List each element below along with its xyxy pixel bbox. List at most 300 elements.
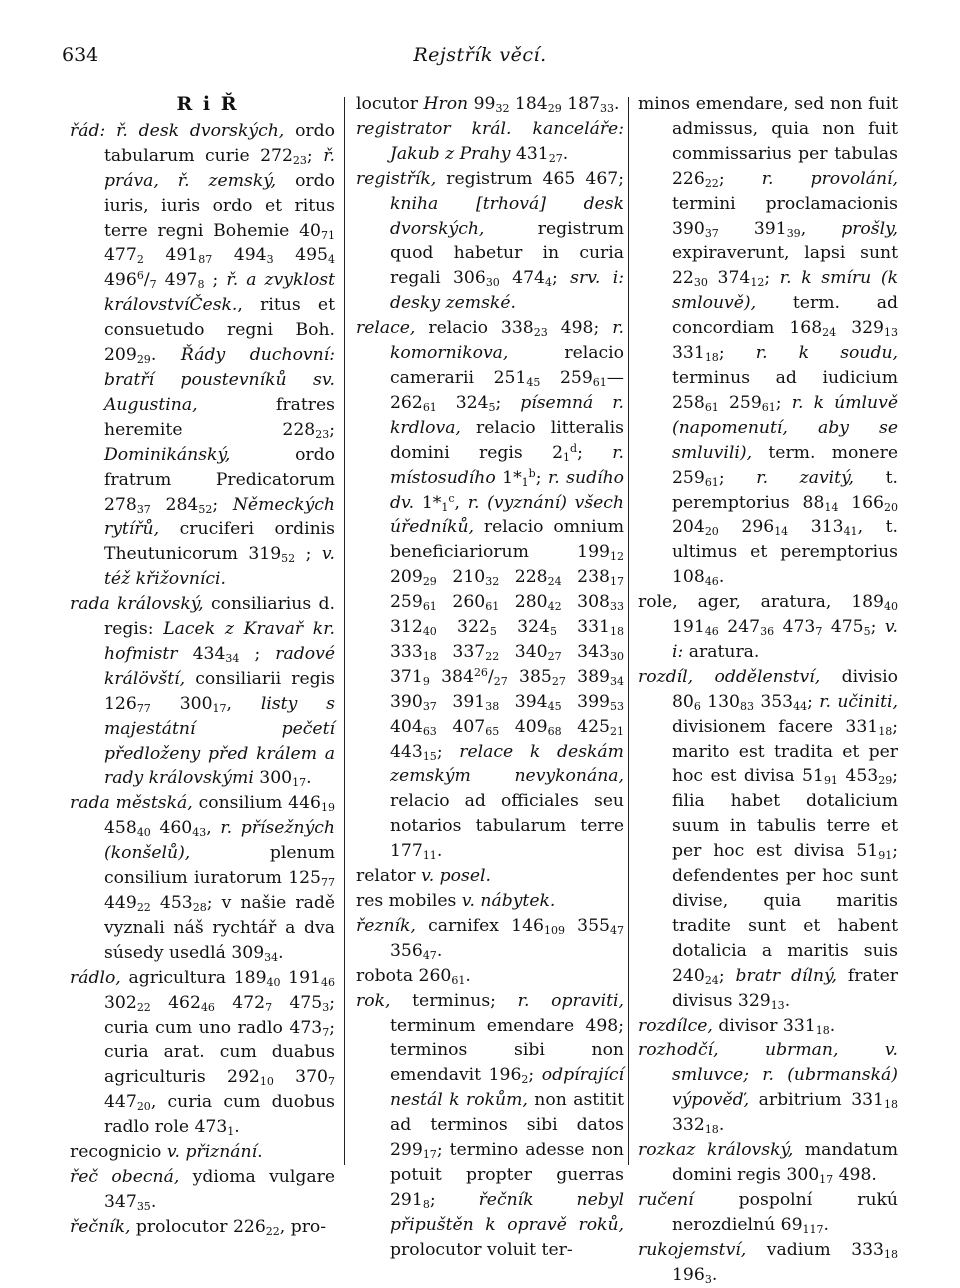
- subscript-ref: 11: [422, 849, 437, 863]
- italic-term: rukojemství,: [638, 1239, 747, 1260]
- subscript-ref: 5: [489, 625, 497, 639]
- entry-text: 191: [280, 967, 321, 988]
- subscript-ref: 17: [212, 701, 227, 715]
- subscript-ref: 1: [441, 500, 449, 514]
- index-entry: [356, 889, 624, 914]
- italic-term: Lacek z Kravař kr. hofmistr: [104, 619, 336, 664]
- index-entry: [638, 590, 898, 665]
- entry-text: 210: [436, 567, 486, 588]
- subscript-ref: 61: [422, 400, 437, 414]
- italic-term: Hron: [423, 94, 469, 114]
- subscript-ref: 23: [292, 153, 307, 167]
- entry-text: 370: [273, 1067, 328, 1088]
- entry-text: aratura.: [683, 641, 760, 662]
- entry-text: ;: [807, 691, 820, 712]
- subscript-ref: 30: [693, 276, 708, 290]
- entry-text: 399: [561, 691, 610, 712]
- subscript-ref: 53: [609, 699, 624, 713]
- entry-text: ;: [718, 168, 762, 189]
- subscript-ref: 41: [843, 525, 858, 539]
- entry-text: .: [614, 94, 620, 114]
- subscript-ref: 40: [136, 826, 151, 840]
- entry-text: , ritus et consuetudo regni Boh. 209: [104, 295, 335, 366]
- index-entry: [70, 791, 335, 965]
- subscript-ref: 17: [819, 1172, 834, 1186]
- subscript-ref: 15: [422, 749, 437, 763]
- entry-text: /: [143, 270, 150, 291]
- index-entry: [70, 1215, 335, 1240]
- entry-text: 296: [718, 517, 775, 538]
- entry-text: 247: [718, 617, 761, 638]
- italic-term: Řády duchovní: bratří poustevníků sv. Augustina,: [104, 345, 335, 415]
- subscript-ref: 30: [609, 649, 624, 663]
- index-entry: [356, 864, 624, 889]
- subscript-ref: 47: [422, 948, 437, 962]
- entry-text: 284: [150, 494, 199, 515]
- entry-text: 302: [104, 992, 137, 1013]
- subscript-ref: 12: [750, 276, 765, 290]
- entry-text: 462: [150, 992, 201, 1013]
- entry-text: 204: [672, 517, 705, 538]
- entry-text: 166: [838, 492, 884, 513]
- subscript-ref: 1: [521, 475, 529, 489]
- subscript-ref: 27: [493, 674, 508, 688]
- entry-text: ;: [870, 617, 885, 638]
- italic-term: r. opraviti,: [517, 990, 624, 1011]
- subscript-ref: 17: [422, 1148, 437, 1162]
- entry-text: 371: [390, 666, 423, 687]
- entry-text: 353: [754, 691, 794, 712]
- subscript-ref: 6: [693, 699, 701, 713]
- subscript-ref: 13: [770, 998, 785, 1012]
- entry-text: 259: [540, 367, 593, 388]
- entry-text: 460: [150, 818, 193, 839]
- entry-text: consiliarius d. regis:: [104, 594, 335, 640]
- subscript-ref: 24: [704, 973, 719, 987]
- subscript-ref: 87: [198, 253, 213, 267]
- entry-text: 238: [561, 567, 610, 588]
- entry-text: locutor: [356, 94, 424, 114]
- entry-text: ordo iuris, iuris ordo et ritus terre regni Bohemie 40: [104, 170, 335, 241]
- entry-text: termini proclamacionis 390: [672, 193, 898, 239]
- entry-text: 391: [718, 218, 787, 239]
- subscript-ref: 22: [704, 176, 719, 190]
- entry-text: 355: [564, 915, 610, 936]
- entry-text: 329: [836, 318, 884, 339]
- entry-text: robota 260: [356, 965, 452, 986]
- index-entry: [70, 1140, 335, 1165]
- subscript-ref: 18: [610, 625, 624, 639]
- entry-text: 384: [429, 666, 474, 687]
- entry-text: 449: [104, 893, 137, 913]
- entry-text: 473: [774, 617, 816, 638]
- subscript-ref: 33: [609, 600, 624, 614]
- entry-text: minos emendare, sed non fuit admissus, quia non fuit commissarius per tabulas 226: [638, 94, 898, 189]
- entry-text: 331: [556, 617, 610, 638]
- entry-text: 491: [143, 245, 199, 266]
- subscript-ref: 35: [136, 1199, 151, 1213]
- subscript-ref: 7: [149, 278, 157, 292]
- entry-text: prolocutor 226: [130, 1216, 266, 1237]
- entry-text: ordo fratrum Predicatorum 278: [104, 444, 335, 515]
- italic-term: rok,: [356, 990, 391, 1011]
- entry-text: 404: [390, 716, 423, 737]
- subscript-ref: 65: [485, 724, 500, 738]
- entry-text: ydioma vulgare 347: [104, 1166, 335, 1212]
- italic-term: v. přiznání.: [166, 1142, 263, 1163]
- entry-text: ;: [436, 741, 460, 762]
- entry-text: 474: [499, 268, 545, 289]
- italic-term: rada královský,: [70, 594, 204, 615]
- subscript-ref: 40: [422, 625, 437, 639]
- entry-text: registrum 465 467;: [436, 168, 624, 189]
- entry-text: mandatum domini regis 300: [672, 1140, 898, 1185]
- italic-term: v. též křižovníci.: [104, 544, 335, 590]
- italic-term: registřík,: [356, 168, 437, 189]
- entry-text: 228: [499, 567, 548, 588]
- italic-term: řezník,: [356, 915, 416, 936]
- italic-term: prošly,: [841, 218, 898, 239]
- entry-text: terminus;: [390, 990, 518, 1011]
- entry-text: ; curia cum uno radlo 473: [104, 992, 335, 1038]
- index-entry: [70, 966, 335, 1140]
- superscript-ref: 26: [473, 665, 488, 679]
- entry-text: ;: [718, 343, 756, 364]
- entry-text: ; v našie radě vyznali náš rychtář a dva súsedy usedlá 309: [104, 893, 335, 963]
- entry-text: .: [150, 1191, 157, 1212]
- entry-text: 394: [499, 691, 548, 712]
- subscript-ref: 45: [547, 699, 562, 713]
- italic-term: v. i:: [672, 617, 898, 662]
- entry-text: 425: [561, 716, 610, 737]
- subscript-ref: 4: [327, 253, 335, 267]
- entry-text: 196: [672, 1264, 705, 1285]
- entry-text: 340: [499, 641, 548, 662]
- subscript-ref: 22: [265, 1224, 280, 1238]
- entry-text: relacio litteralis domini regis 2: [390, 417, 624, 463]
- entry-text: consilium 446: [192, 793, 321, 814]
- italic-term: ř. a zvyklost královstvíČesk.: [104, 270, 335, 316]
- italic-term: v. posel.: [421, 866, 491, 887]
- subscript-ref: 18: [878, 724, 893, 738]
- entry-text: 477: [104, 245, 137, 266]
- column-rule-right: [628, 97, 629, 1165]
- entry-text: 497: [156, 270, 198, 291]
- index-entry: [356, 316, 625, 864]
- index-entry: [638, 1038, 898, 1138]
- entry-text: 184: [509, 94, 548, 114]
- entry-text: plenum consilium iuratorum 125: [104, 843, 335, 889]
- subscript-ref: 22: [485, 649, 500, 663]
- italic-term: rozkaz královský,: [638, 1140, 794, 1161]
- italic-term: rozdílce,: [638, 1015, 713, 1036]
- entry-text: 331: [672, 343, 705, 364]
- entry-text: 390: [390, 691, 423, 712]
- entry-text: 332: [672, 1115, 705, 1136]
- italic-term: řečník nebyl připuštěn k opravě roků,: [390, 1189, 624, 1235]
- italic-term: rada městská,: [70, 793, 193, 814]
- entry-text: expiraverunt, lapsi sunt 22: [672, 243, 898, 289]
- index-column-2: [356, 92, 624, 1263]
- subscript-ref: 34: [609, 674, 624, 688]
- entry-text: , t. ultimus et peremptorius 108: [672, 517, 898, 588]
- subscript-ref: 17: [609, 575, 624, 589]
- subscript-ref: 7: [328, 1075, 335, 1089]
- subscript-ref: 36: [760, 625, 775, 639]
- entry-text: 191: [672, 617, 705, 638]
- entry-text: 1*: [495, 467, 522, 488]
- entry-text: ;: [718, 965, 736, 986]
- italic-term: radové králövští,: [104, 643, 335, 689]
- entry-text: ;: [577, 442, 613, 463]
- entry-text: ,: [800, 218, 842, 239]
- entry-text: .: [436, 940, 443, 961]
- entry-text: 209: [390, 567, 423, 588]
- entry-text: , curia cum duobus radlo role 473: [104, 1092, 335, 1138]
- entry-text: 431: [510, 143, 549, 164]
- subscript-ref: 14: [824, 500, 839, 514]
- entry-text: .: [784, 990, 791, 1011]
- entry-text: 313: [788, 517, 844, 538]
- italic-term: listy s majestátní pečetí předloženy před králem a rady královskými: [104, 693, 335, 789]
- italic-term: odpírající nestál k rokům,: [390, 1065, 624, 1111]
- entry-text: 260: [436, 592, 486, 613]
- entry-text: ; curia arat. cum duabus agriculturis 292: [104, 1017, 335, 1088]
- entry-text: 494: [212, 245, 267, 266]
- italic-term: Německých rytířů,: [104, 494, 335, 540]
- subscript-ref: 18: [704, 351, 719, 365]
- entry-text: .: [829, 1015, 836, 1036]
- entry-text: 458: [104, 818, 137, 839]
- entry-text: ;: [718, 467, 757, 488]
- column-rule-left: [344, 97, 345, 1165]
- subscript-ref: 42: [547, 600, 562, 614]
- subscript-ref: 61: [761, 400, 776, 414]
- subscript-ref: 37: [704, 226, 719, 240]
- subscript-ref: 34: [264, 950, 279, 964]
- entry-text: 333: [390, 641, 423, 662]
- index-entry: [638, 1014, 898, 1039]
- entry-text: 337: [436, 641, 486, 662]
- index-entry: [356, 989, 624, 1263]
- subscript-ref: 61: [422, 600, 437, 614]
- subscript-ref: 34: [225, 651, 240, 665]
- subscript-ref: 19: [321, 801, 335, 815]
- subscript-ref: 18: [884, 1247, 898, 1261]
- superscript-ref: c: [448, 491, 455, 505]
- index-entry: [70, 592, 336, 791]
- entry-text: 356: [390, 940, 423, 961]
- entry-text: ;: [295, 544, 322, 565]
- entry-text: .: [711, 1264, 718, 1285]
- subscript-ref: 44: [793, 699, 808, 713]
- subscript-ref: 20: [136, 1100, 151, 1114]
- subscript-ref: 29: [422, 575, 437, 589]
- index-entry: [70, 1165, 335, 1215]
- italic-term: r. k soudu,: [755, 343, 898, 364]
- index-entry: [638, 92, 898, 590]
- entry-text: 389: [565, 666, 610, 687]
- entry-text: 409: [499, 716, 548, 737]
- entry-text: terminum emendare 498; terminos sibi non emendavit 196: [390, 1015, 624, 1086]
- entry-text: .: [562, 143, 569, 164]
- entry-text: 498.: [833, 1164, 877, 1185]
- subscript-ref: 12: [610, 550, 624, 564]
- subscript-ref: 5: [488, 400, 496, 414]
- subscript-ref: 18: [815, 1023, 830, 1037]
- subscript-ref: 20: [884, 500, 898, 514]
- subscript-ref: 18: [422, 649, 437, 663]
- italic-term: řád: ř. desk dvorských,: [70, 120, 285, 141]
- entry-text: term. ad concordiam 168: [672, 293, 898, 339]
- subscript-ref: 61: [592, 375, 607, 389]
- entry-text: 374: [707, 268, 751, 289]
- index-column-1: [70, 92, 335, 1240]
- entry-text: ;: [212, 494, 233, 515]
- italic-term: r. komornikova,: [390, 318, 624, 364]
- running-title: Rejstřík věcí.: [413, 44, 547, 66]
- subscript-ref: 71: [321, 228, 335, 242]
- subscript-ref: 27: [547, 649, 562, 663]
- subscript-ref: 2: [521, 1073, 529, 1087]
- subscript-ref: 37: [136, 502, 151, 516]
- entry-text: ;: [552, 268, 571, 289]
- subscript-ref: 30: [485, 276, 500, 290]
- entry-text: /: [487, 666, 494, 687]
- italic-term: r. k úmluvě (napomenutí, aby se smluvili),: [672, 392, 898, 463]
- entry-text: consiliarii regis 126: [104, 668, 335, 714]
- entry-text: frater divisus 329: [672, 965, 898, 1011]
- subscript-ref: 46: [321, 975, 335, 989]
- italic-term: kniha [trhová] desk dvorských,: [390, 193, 624, 239]
- entry-text: 280: [499, 592, 548, 613]
- entry-text: carnifex 146: [415, 915, 544, 936]
- entry-text: .: [718, 1115, 725, 1136]
- entry-text: fratres heremite 228: [104, 394, 335, 440]
- entry-text: 447: [104, 1092, 137, 1113]
- subscript-ref: 29: [878, 774, 893, 788]
- subscript-ref: 3: [266, 253, 274, 267]
- subscript-ref: 13: [884, 326, 898, 340]
- italic-term: v. nábytek.: [461, 891, 556, 911]
- italic-term: relace,: [356, 318, 416, 339]
- entry-text: 453: [837, 766, 879, 787]
- subscript-ref: 4: [545, 276, 552, 290]
- subscript-ref: 22: [136, 1000, 151, 1014]
- entry-text: 496: [104, 270, 137, 291]
- entry-text: 495: [273, 245, 328, 266]
- entry-text: agricultura 189: [120, 967, 267, 988]
- italic-term: řeč obecná,: [70, 1166, 180, 1187]
- subscript-ref: 29: [547, 102, 562, 115]
- italic-term: písemná r. krdlova,: [390, 392, 624, 438]
- entry-text: 407: [436, 716, 486, 737]
- italic-term: r. přísežných (konšelů),: [104, 818, 335, 864]
- entry-text: .: [823, 1214, 829, 1235]
- subscript-ref: 29: [136, 353, 151, 367]
- entry-text: ;: [535, 467, 548, 488]
- entry-text: ; defendentes per hoc sunt divise, quia maritis tradite sunt et habent dotalicia a maritis suis 240: [672, 841, 898, 986]
- subscript-ref: 27: [551, 674, 566, 688]
- subscript-ref: 1: [227, 1125, 235, 1139]
- entry-text: registrum quod habetur in curia regali 306: [390, 218, 624, 289]
- entry-text: ;: [204, 270, 227, 291]
- subscript-ref: 37: [422, 699, 437, 713]
- subscript-ref: 18: [884, 1098, 898, 1112]
- subscript-ref: 1: [563, 450, 571, 464]
- entry-text: 385: [507, 666, 552, 687]
- entry-text: divisio 80: [672, 666, 898, 712]
- entry-text: cruciferi ordinis Theutunicorum 319: [104, 519, 335, 565]
- entry-text: ordo tabularum curie 272: [104, 120, 335, 166]
- superscript-ref: b: [528, 466, 536, 480]
- entry-text: 324: [496, 617, 550, 638]
- entry-text: .: [436, 841, 443, 862]
- entry-text: 300: [253, 768, 293, 789]
- subscript-ref: 61: [485, 600, 500, 614]
- index-entry: [356, 92, 624, 117]
- entry-text: 308: [561, 592, 610, 613]
- entry-text: relacio ad officiales seu notarios tabularum terre 177: [390, 791, 624, 862]
- entry-text: ;: [329, 419, 335, 440]
- page-header: [0, 44, 960, 74]
- subscript-ref: 3: [322, 1000, 330, 1014]
- subscript-ref: 68: [547, 724, 562, 738]
- entry-text: 130: [700, 691, 740, 712]
- italic-term: r. sudího dv.: [390, 467, 624, 513]
- entry-text: ; marito est tradita et per hoc est divisa 51: [672, 716, 898, 787]
- italic-term: relace k deskám zemským nevykonána,: [390, 741, 624, 787]
- subscript-ref: 10: [259, 1075, 274, 1089]
- entry-text: 1*: [414, 492, 442, 513]
- entry-text: .: [150, 345, 181, 366]
- index-entry: [638, 1238, 898, 1288]
- index-entry: [356, 964, 624, 989]
- index-entry: [638, 665, 898, 1014]
- subscript-ref: 14: [774, 525, 789, 539]
- entry-text: ,: [226, 693, 261, 714]
- entry-text: ;: [306, 145, 324, 166]
- italic-term: registrator král. kanceláře: Jakub z Prahy: [356, 118, 624, 164]
- italic-term: rádlo,: [70, 967, 121, 988]
- page-number: 634: [62, 44, 99, 66]
- entry-text: 300: [150, 693, 213, 714]
- superscript-ref: 6: [136, 269, 144, 283]
- entry-text: 475: [272, 992, 323, 1013]
- italic-term: ř. práva, ř. zemský,: [104, 145, 335, 191]
- entry-text: .: [278, 942, 284, 963]
- entry-text: 498;: [547, 318, 613, 339]
- subscript-ref: 20: [704, 525, 719, 539]
- subscript-ref: 33: [600, 102, 615, 115]
- entry-text: ; filia habet dotalicium suum in tabulis terre et per hoc est divisa 51: [672, 766, 898, 862]
- subscript-ref: 40: [884, 600, 898, 614]
- entry-text: t. peremptorius 88: [672, 467, 898, 513]
- subscript-ref: 24: [547, 575, 562, 589]
- index-entry: [356, 914, 624, 964]
- entry-text: relacio omnium beneficiariorum 199: [390, 517, 624, 563]
- subscript-ref: 43: [192, 826, 207, 840]
- entry-text: 322: [436, 617, 490, 638]
- subscript-ref: 5: [863, 625, 871, 639]
- entry-text: ;: [764, 268, 780, 289]
- subscript-ref: 7: [815, 625, 823, 639]
- subscript-ref: 46: [704, 575, 719, 589]
- superscript-ref: d: [570, 441, 578, 455]
- index-entry: [356, 167, 624, 316]
- subscript-ref: 83: [740, 699, 754, 713]
- subscript-ref: 40: [266, 975, 281, 989]
